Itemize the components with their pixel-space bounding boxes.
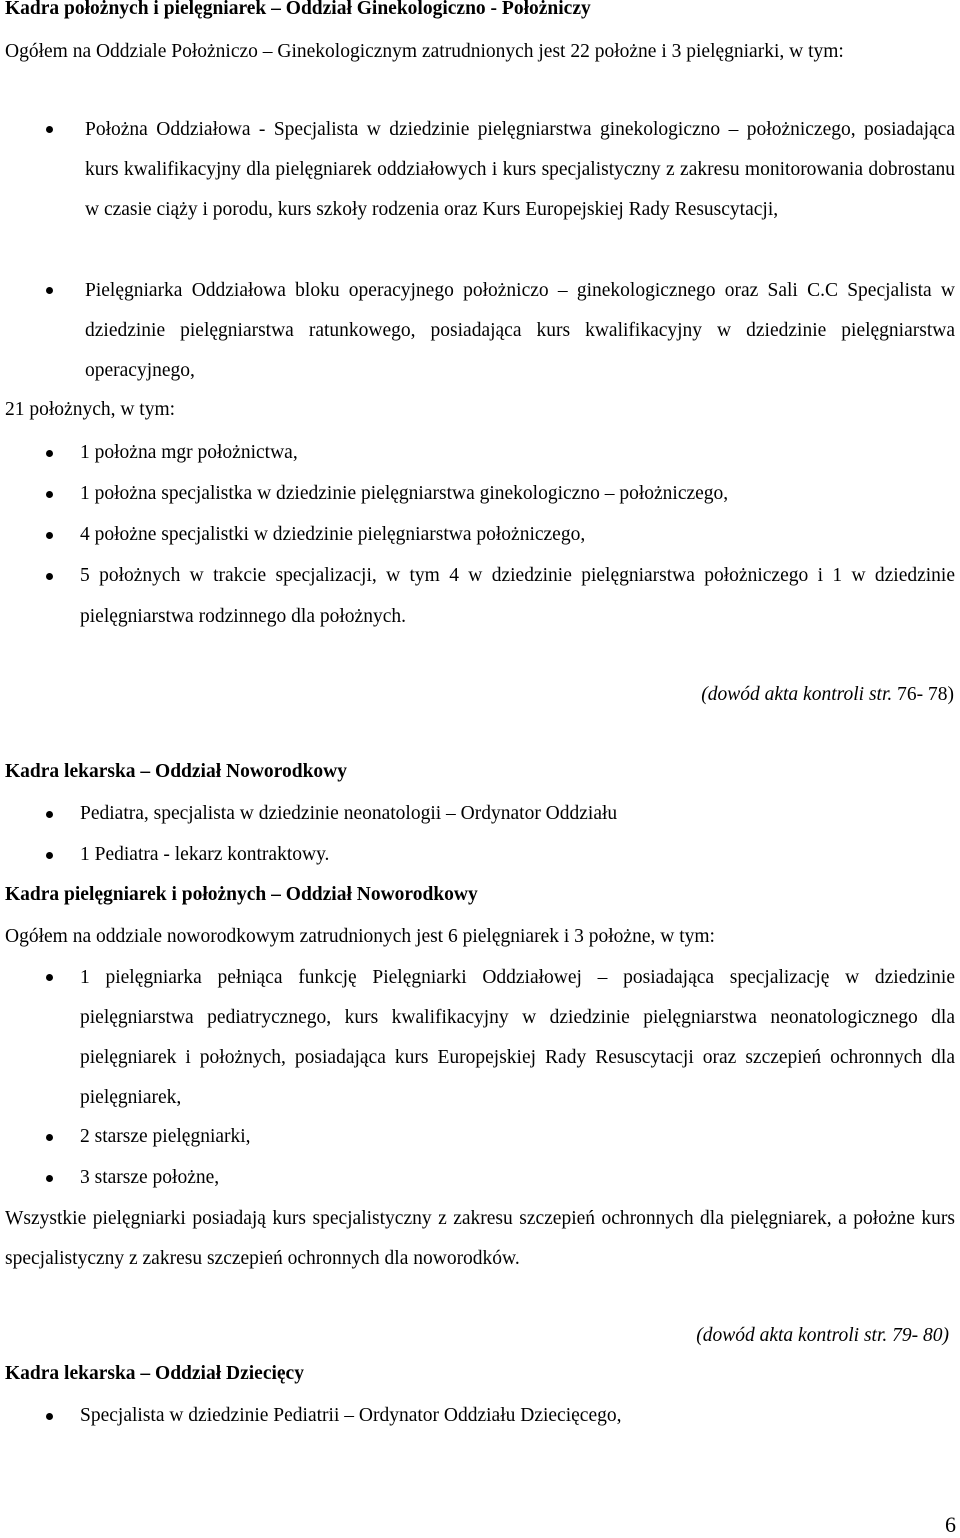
midwives-subheading: 21 położnych, w tym: (5, 399, 176, 420)
bullet-icon (46, 1413, 53, 1420)
list-item: 2 starsze pielęgniarki, (80, 1126, 251, 1147)
list-item: Pediatra, specjalista w dziedzinie neonatologii – Ordynator Oddziału (80, 803, 618, 824)
list-item: 4 położne specjalistki w dziedzinie pielęgniarstwa położniczego, (80, 524, 586, 545)
bullet-icon (46, 450, 53, 457)
section-neonatal-intro: Ogółem na oddziale noworodkowym zatrudnionych jest 6 pielęgniarek i 3 położne, w tym: (5, 926, 715, 947)
section-ginekologia-intro: Ogółem na Oddziale Położniczo – Ginekologicznym zatrudnionych jest 22 położne i 3 pielęgniarki, w tym: (5, 41, 844, 62)
page-number: 6 (945, 1512, 956, 1537)
bullet-icon (46, 1134, 53, 1141)
evidence-reference: (dowód akta kontroli str. 76- 78) (701, 684, 954, 705)
evidence-reference: (dowód akta kontroli str. 79- 80) (696, 1325, 949, 1346)
list-item: Pielęgniarka Oddziałowa bloku operacyjnego położniczo – ginekologicznego oraz Sali C.C Specjalista w dziedzinie pielęgniarstwa ratunkowego, posiadająca kurs kwalifikacyjny w dziedzinie pielęgniarstwa operacyjnego, (85, 280, 955, 382)
bullet-icon (46, 573, 53, 580)
bullet-icon (46, 1175, 53, 1182)
list-item: 1 pielęgniarka pełniąca funkcję Pielęgniarki Oddziałowej – posiadająca specjalizację w dziedzinie pielęgniarstwa pediatrycznego, kurs kwalifikacyjny w dziedzinie pielęgniarstwa neonatologicznego dla pielęgniarek i położnych, posiadająca kurs Europejskiej Rady Resuscytacji oraz szczepień ochronnych dla pielęgniarek, (80, 967, 955, 1108)
list-item: 5 położnych w trakcie specjalizacji, w tym 4 w dziedzinie pielęgniarstwa położniczego i 1 w dziedzinie pielęgniarstwa rodzinnego dla położnych. (80, 565, 955, 627)
section-neonatal-closing: Wszystkie pielęgniarki posiadają kurs specjalistyczny z zakresu szczepień ochronnych dla pielęgniarek, a położne kurs specjalistyczny z zakresu szczepień ochronnych dla noworodków. (5, 1208, 955, 1270)
section-ginekologia-title: Kadra położnych i pielęgniarek – Oddział Ginekologiczno - Położniczy (5, 0, 591, 19)
list-item: 1 położna mgr położnictwa, (80, 442, 298, 463)
list-item: Specjalista w dziedzinie Pediatrii – Ordynator Oddziału Dziecięcego, (80, 1405, 622, 1426)
bullet-icon (46, 852, 53, 859)
bullet-icon (46, 532, 53, 539)
list-item: Położna Oddziałowa - Specjalista w dziedzinie pielęgniarstwa ginekologiczno – położniczego, posiadająca kurs kwalifikacyjny dla pielęgniarek oddziałowych i kurs specjalistyczny z zakresu monitorowania dobrostanu w czasie ciąży i porodu, kurs szkoły rodzenia oraz Kurs Europejskiej Rady Resuscytacji, (85, 119, 955, 221)
bullet-icon (46, 811, 53, 818)
section-neonatal-nurses-title: Kadra pielęgniarek i położnych – Oddział Noworodkowy (5, 884, 478, 905)
bullet-icon (46, 974, 53, 981)
list-item: 1 Pediatra - lekarz kontraktowy. (80, 844, 330, 865)
bullet-icon (46, 126, 53, 133)
bullet-icon (46, 491, 53, 498)
bullet-icon (46, 287, 53, 294)
section-neonatal-doctors-title: Kadra lekarska – Oddział Noworodkowy (5, 761, 348, 782)
list-item: 1 położna specjalistka w dziedzinie pielęgniarstwa ginekologiczno – położniczego, (80, 483, 729, 504)
section-pediatric-doctors-title: Kadra lekarska – Oddział Dziecięcy (5, 1363, 304, 1384)
list-item: 3 starsze położne, (80, 1167, 220, 1188)
